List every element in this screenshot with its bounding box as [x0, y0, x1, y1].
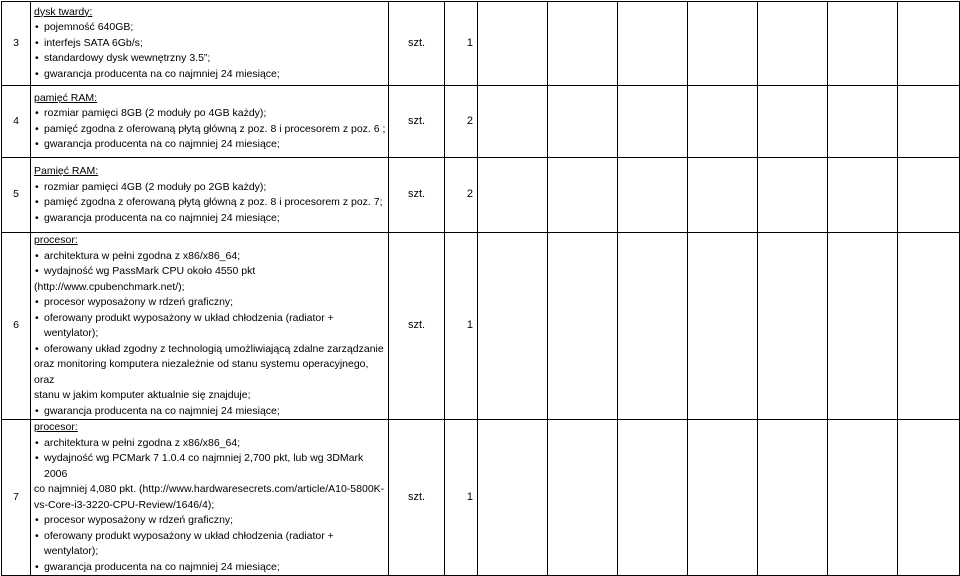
list-item: • standardowy dysk wewnętrzny 3.5”; [34, 51, 388, 67]
unit-cell: szt. [389, 420, 445, 576]
row-number: 5 [2, 158, 31, 233]
item-description [31, 2, 389, 86]
empty-cell [898, 86, 960, 158]
list-item: • oferowany produkt wyposażony w układ chłodzenia (radiator + wentylator); [34, 529, 388, 560]
row-number: 7 [2, 420, 31, 576]
unit-cell: szt. [389, 158, 445, 233]
empty-cell [898, 233, 960, 420]
empty-cell [548, 233, 618, 420]
row-number: 4 [2, 86, 31, 158]
empty-cell [828, 86, 898, 158]
empty-cell [898, 420, 960, 576]
list-item: • rozmiar pamięci 4GB (2 moduły po 2GB każdy); [34, 180, 388, 196]
table-row [2, 2, 960, 86]
list-item-continuation: oraz monitoring komputera niezależnie od stanu systemu operacyjnego, oraz [34, 358, 369, 386]
unit-cell: szt. [389, 233, 445, 420]
empty-cell [898, 158, 960, 233]
empty-cell [548, 86, 618, 158]
item-title: pamięć RAM: [34, 91, 98, 104]
empty-cell [828, 158, 898, 233]
list-item: • procesor wyposażony w rdzeń graficzny; [34, 295, 388, 311]
list-item: • gwarancja producenta na co najmniej 24 miesiące; [34, 137, 388, 153]
item-description [31, 158, 389, 233]
item-title: procesor: [34, 421, 78, 433]
item-description [31, 86, 389, 158]
row-number: 6 [2, 233, 31, 420]
item-description [31, 233, 389, 420]
empty-cell [618, 158, 688, 233]
item-title: Pamięć RAM: [34, 165, 99, 177]
empty-cell [688, 86, 758, 158]
list-item: • architektura w pełni zgodna z x86/x86_64; [34, 436, 388, 452]
empty-cell [618, 420, 688, 576]
empty-cell [688, 158, 758, 233]
list-item-continuation: stanu w jakim komputer aktualnie się znajduje; [34, 389, 251, 401]
list-item: • gwarancja producenta na co najmniej 24 miesiące; [34, 560, 388, 576]
empty-cell [758, 233, 828, 420]
empty-cell [688, 2, 758, 86]
empty-cell [478, 420, 548, 576]
empty-cell [618, 2, 688, 86]
empty-cell [828, 2, 898, 86]
row-number: 3 [2, 2, 31, 86]
list-item: • interfejs SATA 6Gb/s; [34, 36, 388, 52]
quantity-cell: 1 [445, 2, 478, 86]
empty-cell [758, 158, 828, 233]
list-item-continuation: vs-Core-i3-3220-CPU-Review/1646/4); [34, 498, 215, 511]
table-row [2, 158, 960, 233]
empty-cell [478, 158, 548, 233]
item-title: dysk twardy: [34, 5, 93, 18]
empty-cell [618, 233, 688, 420]
empty-cell [898, 2, 960, 86]
list-item: • pamięć zgodna z oferowaną płytą główną z poz. 8 i procesorem z poz. 7; [34, 195, 388, 211]
table-row [2, 86, 960, 158]
list-item: • rozmiar pamięci 8GB (2 moduły po 4GB każdy); [34, 106, 388, 122]
empty-cell [478, 2, 548, 86]
list-item: • oferowany produkt wyposażony w układ chłodzenia (radiator + wentylator); [34, 311, 388, 342]
list-item: • pojemność 640GB; [34, 20, 388, 36]
empty-cell [548, 158, 618, 233]
quantity-cell: 1 [445, 420, 478, 576]
empty-cell [828, 420, 898, 576]
empty-cell [478, 86, 548, 158]
item-description [31, 420, 389, 576]
quantity-cell: 2 [445, 86, 478, 158]
list-item: • gwarancja producenta na co najmniej 24 miesiące; [34, 211, 388, 227]
empty-cell [548, 2, 618, 86]
quantity-cell: 1 [445, 233, 478, 420]
empty-cell [548, 420, 618, 576]
table-row [2, 420, 960, 576]
empty-cell [758, 420, 828, 576]
list-item: • gwarancja producenta na co najmniej 24 miesiące; [34, 67, 388, 83]
empty-cell [758, 2, 828, 86]
list-item: • pamięć zgodna z oferowaną płytą główną z poz. 8 i procesorem z poz. 6 ; [34, 122, 388, 138]
list-item: • wydajność wg PassMark CPU około 4550 pkt [34, 264, 388, 280]
item-title: procesor: [34, 234, 78, 246]
empty-cell [758, 86, 828, 158]
empty-cell [618, 86, 688, 158]
list-item: • architektura w pełni zgodna z x86/x86_64; [34, 249, 388, 265]
empty-cell [688, 233, 758, 420]
list-item-continuation: co najmniej 4,080 pkt. (http://www.hardwaresecrets.com/article/A10-5800K- [34, 483, 385, 495]
empty-cell [828, 233, 898, 420]
empty-cell [478, 233, 548, 420]
table-row [2, 233, 960, 420]
unit-cell: szt. [389, 86, 445, 158]
specification-table [1, 1, 960, 576]
list-item: • procesor wyposażony w rdzeń graficzny; [34, 513, 388, 529]
quantity-cell: 2 [445, 158, 478, 233]
unit-cell: szt. [389, 2, 445, 86]
list-item: • wydajność wg PCMark 7 1.0.4 co najmniej 2,700 pkt, lub wg 3DMark 2006 [34, 451, 388, 482]
list-item: • gwarancja producenta na co najmniej 24 miesiące; [34, 404, 388, 420]
list-item: • oferowany układ zgodny z technologią umożliwiającą zdalne zarządzanie [34, 342, 388, 358]
list-item-continuation: (http://www.cpubenchmark.net/); [34, 280, 185, 293]
empty-cell [688, 420, 758, 576]
